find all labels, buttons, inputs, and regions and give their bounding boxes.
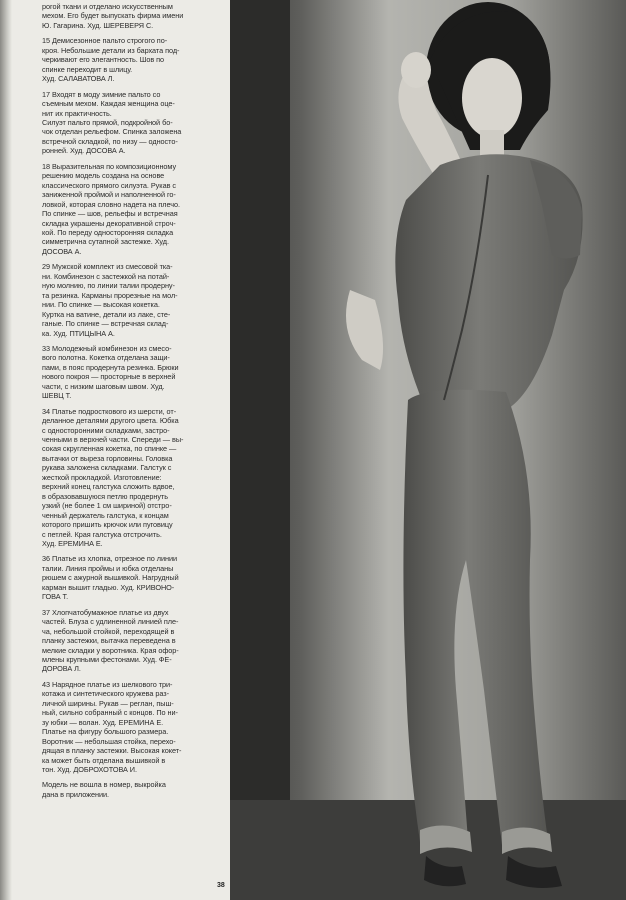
text-line: 33 Молодежный комбинезон из смесо- [42, 343, 172, 353]
text-line: По спинке — шов, рельефы и встречная [42, 209, 178, 219]
text-line: деланное деталями другого цвета. Юбка [42, 416, 179, 426]
text-line: складка украшены декоративной строч- [42, 218, 176, 228]
text-line: ГОВА Т. [42, 592, 69, 602]
text-line: 36 Платье из хлопка, отрезное по линии [42, 554, 178, 564]
article-text-column [42, 2, 218, 805]
text-line: млены крупными фестонами. Худ. ФЕ- [42, 655, 172, 664]
text-line: с односторонними складками, застро- [42, 425, 170, 435]
text-line: в образовавшуюся петлю продернуть [42, 491, 168, 501]
text-line: ганые. По спинке — встречная склад- [42, 319, 169, 329]
fashion-photo [230, 0, 626, 900]
text-line: котажа и синтетического кружева раз- [42, 689, 169, 699]
text-line: 17 Входят в моду зимние пальто со [42, 89, 161, 99]
text-line: чок отделан рельефом. Спинка заложена [42, 127, 182, 137]
text-line: карман вышит гладью. Худ. КРИВОНО- [42, 582, 175, 592]
text-line: ченными в верхней части. Спереди — вы- [42, 435, 184, 445]
text-line: заниженной проймой и наполненной го- [42, 190, 176, 200]
text-line: пами, в пояс продернута резинка. Брюки [42, 362, 179, 372]
text-line: Модель не вошла в номер, выкройка [42, 780, 166, 790]
text-paragraph [42, 407, 218, 549]
text-line: ченный держатель галстука, к концам [42, 510, 169, 520]
text-line: вытачки от выреза горловины. Головка [42, 453, 173, 463]
text-line: нии. По спинке — высокая кокетка. [42, 300, 160, 310]
text-line: Худ. ЕРЕМИНА Е. [42, 539, 103, 549]
text-line: 15 Демисезонное пальто строгого по- [42, 36, 168, 46]
text-line: тон. Худ. ДОБРОХОТОВА И. [42, 764, 137, 774]
text-line: которого пришить крючок или пуговицу [42, 520, 173, 530]
text-line: 37 Хлопчатобумажное платье из двух [42, 607, 169, 617]
text-line: мелкие складки у воротника. Края офор- [42, 645, 179, 655]
text-line: симметрична сутапной застежке. Худ. [42, 237, 169, 247]
text-paragraph [42, 608, 218, 674]
text-line: личной ширины. Рукав — реглан, пыш- [42, 698, 174, 708]
text-line: нового покроя — просторные в верхней [42, 372, 176, 382]
text-line: ка может быть отделана вышивкой в [42, 755, 166, 765]
text-line: зу юбки — волан. Худ. ЕРЕМИНА Е. [42, 717, 164, 727]
text-paragraph [42, 36, 218, 83]
text-line: ный, сильно собранный с концов. По ни- [42, 708, 178, 718]
text-line: ловкой, которая словно надета на плечо. [42, 199, 180, 209]
woman-in-jumpsuit-illustration [230, 0, 626, 900]
text-line: Ю. Гагарина. Худ. ШЕРЕВЕРЯ С. [42, 20, 154, 30]
text-line: ную молнию, по линии талии продерну- [42, 281, 175, 291]
text-paragraph [42, 162, 218, 257]
text-line: ча, небольшой стойкой, переходящей в [42, 626, 175, 636]
text-line: узкий (не более 1 см шириной) отстро- [42, 501, 172, 511]
text-paragraph [42, 262, 218, 338]
text-line: ШЕВЦ Т. [42, 391, 72, 401]
text-paragraph [42, 680, 218, 775]
text-line: рукава заложена складками. Галстук с [42, 463, 172, 473]
text-line: решению модель создана на основе [42, 171, 165, 181]
text-line: съемным мехом. Каждая женщина оце- [42, 99, 175, 109]
text-line: 34 Платье подросткового из шерсти, от- [42, 406, 177, 416]
text-line: спинке переходит в шлицу. [42, 64, 133, 74]
text-line: дана в приложении. [42, 789, 109, 799]
text-line: Силуэт пальто прямой, подкройной бо- [42, 117, 173, 127]
text-paragraph [42, 554, 218, 601]
text-line: Куртка на ватине, детали из лаке, сте- [42, 309, 171, 319]
text-line: 18 Выразительная по композиционному [42, 161, 177, 171]
text-line: ронней. Худ. ДОСОВА А. [42, 146, 126, 156]
text-line: кроя. Небольшие детали из бархата под- [42, 45, 180, 55]
text-line: встречной складкой, по низу — односто- [42, 136, 178, 146]
text-line: та резинка. Карманы прорезные на мол- [42, 290, 178, 300]
text-paragraph [42, 90, 218, 156]
text-line: талии. Линия проймы и юбка отделаны [42, 563, 174, 573]
text-line: сокая скругленная кокетка, по спинке — [42, 444, 177, 454]
text-line: ДОРОВА Л. [42, 664, 81, 674]
text-paragraph [42, 780, 218, 799]
text-line: вого полотна. Кокетка отделана защи- [42, 353, 170, 363]
text-line: черкивают его элегантность. Шов по [42, 55, 165, 65]
text-line: ни. Комбинезон с застежкой на потай- [42, 271, 170, 281]
text-line: дящая в планку застежки. Высокая кокет- [42, 746, 182, 756]
text-line: частей. Блуза с удлиненной линией пле- [42, 617, 179, 627]
text-line: Платье на фигуру большого размера. [42, 727, 169, 737]
text-line: 29 Мужской комплект из смесовой тка- [42, 262, 173, 272]
page-binding-shadow [0, 0, 12, 900]
text-line: классического прямого силуэта. Рукав с [42, 180, 176, 190]
text-line: с петлей. Края галстука отстрочить. [42, 529, 162, 539]
text-line: рюшем с ажурной вышивкой. Нагрудный [42, 573, 179, 583]
text-line: рогой ткани и отделано искусственным [42, 2, 173, 11]
text-line: планку застежки, вытачка переведена в [42, 636, 176, 646]
text-line: Воротник — небольшая стойка, перехо- [42, 736, 176, 746]
text-line: ка. Худ. ПТИЦЫНА А. [42, 328, 115, 338]
text-paragraph [42, 344, 218, 401]
page-number: 38 [217, 882, 225, 889]
text-line: кой. По переду односторонняя складка [42, 227, 174, 237]
text-line: нит их практичность. [42, 108, 112, 118]
text-line: части, с низким шаговым швом. Худ. [42, 381, 165, 391]
text-paragraph [42, 2, 218, 30]
text-line: жесткой прокладкой. Изготовление: [42, 472, 162, 482]
text-line: мехом. Его будет выпускать фирма имени [42, 11, 184, 21]
text-line: Худ. САЛАВАТОВА Л. [42, 74, 115, 84]
text-line: 43 Нарядное платье из шелкового три- [42, 679, 173, 689]
text-line: верхний конец галстука сложить вдвое, [42, 482, 175, 492]
text-line: ДОСОВА А. [42, 246, 82, 256]
